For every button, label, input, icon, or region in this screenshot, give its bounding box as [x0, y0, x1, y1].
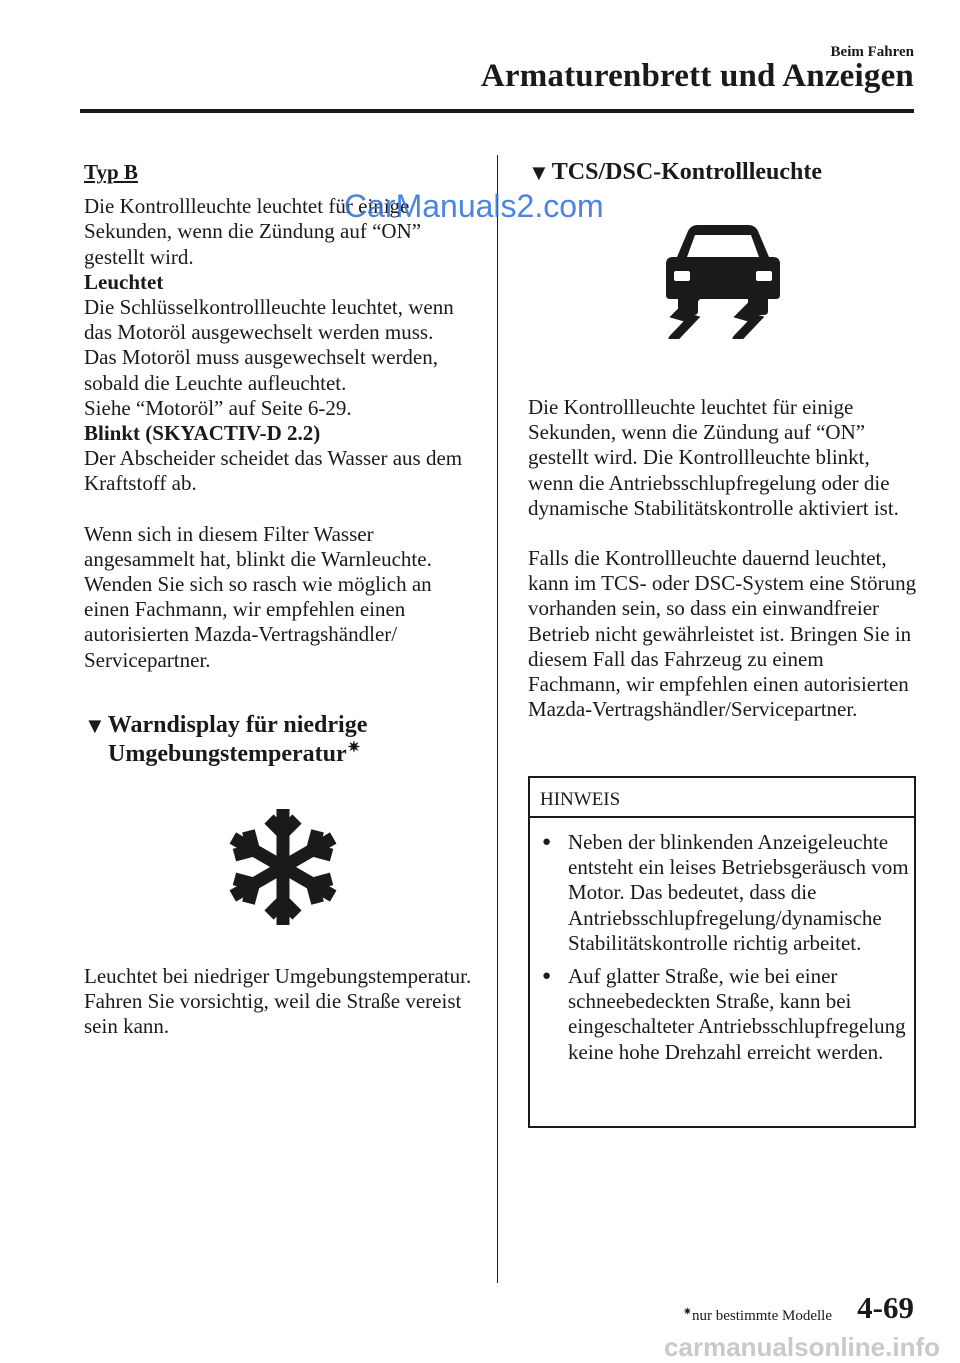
watermark-bottom: carmanualsonline.info: [664, 1332, 940, 1362]
paragraph: Wenn sich in diesem Filter Wasser angesammelt hat, blinkt die Warnleuchte. Wenden Sie sich so rasch wie möglich an einen Fachmann, wir empfehlen einen autorisierten Mazda-Vertragshändler/ Servicepartner.: [84, 521, 432, 672]
tcs-heading: [528, 158, 918, 187]
section-label: Beim Fahren: [830, 44, 914, 60]
paragraph: Leuchtet bei niedriger Umgebungstemperatur.: [84, 963, 472, 988]
triangle-marker-icon: ▼: [528, 160, 550, 185]
blinkt-label: Blinkt (SKYACTIV-D 2.2): [84, 421, 321, 446]
paragraph: Die Schlüsselkontrollleuchte leuchtet, wenn das Motoröl ausgewechselt werden muss.: [84, 295, 454, 345]
leuchtet-label: Leuchtet: [84, 269, 164, 294]
bullet-icon: ●: [542, 968, 552, 985]
triangle-marker-icon: ▼: [84, 712, 106, 738]
low-temp-heading: [84, 711, 479, 740]
footnote-text: nur bestimmte Modelle: [692, 1308, 832, 1324]
header-rule: [80, 109, 914, 113]
bullet-icon: ●: [542, 834, 552, 850]
paragraph: Falls die Kontrollleuchte dauernd leuchtet, kann im TCS- oder DSC-System eine Störung vorhanden sein, so dass ein einwandfreier Betrieb nicht gewährleistet ist. Bringen Sie in diesem Fall das Fahrzeug zu einem Fachmann, wir empfehlen einen autorisierten Mazda-Vertragshändler/Servicepartner.: [528, 546, 917, 722]
watermark-top: CarManuals2.com: [344, 188, 604, 224]
typ-b-heading: Typ B: [84, 160, 138, 184]
tcs-heading-text: TCS/DSC-Kontrollleuchte: [551, 159, 823, 185]
right-column: [528, 158, 918, 722]
snowflake-icon: [84, 804, 479, 930]
note-item-text: Neben der blinkenden Anzeigeleuchte entsteht ein leises Betriebsgeräusch vom Motor. Das bedeutet, dass die Antriebsschlupfregelung/dynamische Stabilitätskontrolle richtig arbeitet.: [568, 830, 909, 955]
low-temp-heading-line2: Umgebungstemperatur: [108, 740, 347, 767]
column-divider: [497, 155, 498, 1283]
note-list: [530, 818, 914, 1065]
note-box: [528, 776, 916, 1128]
paragraph: Fahren Sie vorsichtig, weil die Straße vereist sein kann.: [84, 989, 462, 1039]
paragraph: Die Kontrollleuchte leuchtet für einige Sekunden, wenn die Zündung auf “ON” gestellt wird.: [84, 194, 422, 269]
skidding-car-icon: [528, 223, 918, 339]
paragraph: Das Motoröl muss ausgewechselt werden, sobald die Leuchte aufleuchtet.: [84, 345, 439, 395]
footnote: [683, 1308, 832, 1325]
footnote-star-icon: ✷: [682, 1306, 693, 1318]
paragraph: Die Kontrollleuchte leuchtet für einige Sekunden, wenn die Zündung auf “ON” gestellt wird. Die Kontrollleuchte blinkt, wenn die Antriebsschlupfregelung oder die dynamische Stabilitätskontrolle aktiviert ist.: [528, 395, 899, 520]
list-item: [540, 964, 910, 1065]
left-column: [84, 160, 479, 1039]
note-item-text: Auf glatter Straße, wie bei einer schneebedeckten Straße, kann bei eingeschalteter Antriebsschlupfregelung keine hohe Drehzahl erreicht werden.: [568, 964, 906, 1064]
list-item: [540, 830, 910, 956]
note-title: HINWEIS: [530, 778, 914, 818]
paragraph: Der Abscheider scheidet das Wasser aus dem Kraftstoff ab.: [84, 446, 463, 496]
footnote-star-icon: ✷: [347, 739, 361, 756]
paragraph: Siehe “Motoröl” auf Seite 6-29.: [84, 395, 352, 420]
chapter-title: Armaturenbrett und Anzeigen: [480, 58, 914, 94]
low-temp-heading-line1: Warndisplay für niedrige: [107, 711, 368, 738]
page-number: 4-69: [857, 1290, 914, 1325]
low-temp-heading-line2-wrap: [84, 740, 479, 768]
